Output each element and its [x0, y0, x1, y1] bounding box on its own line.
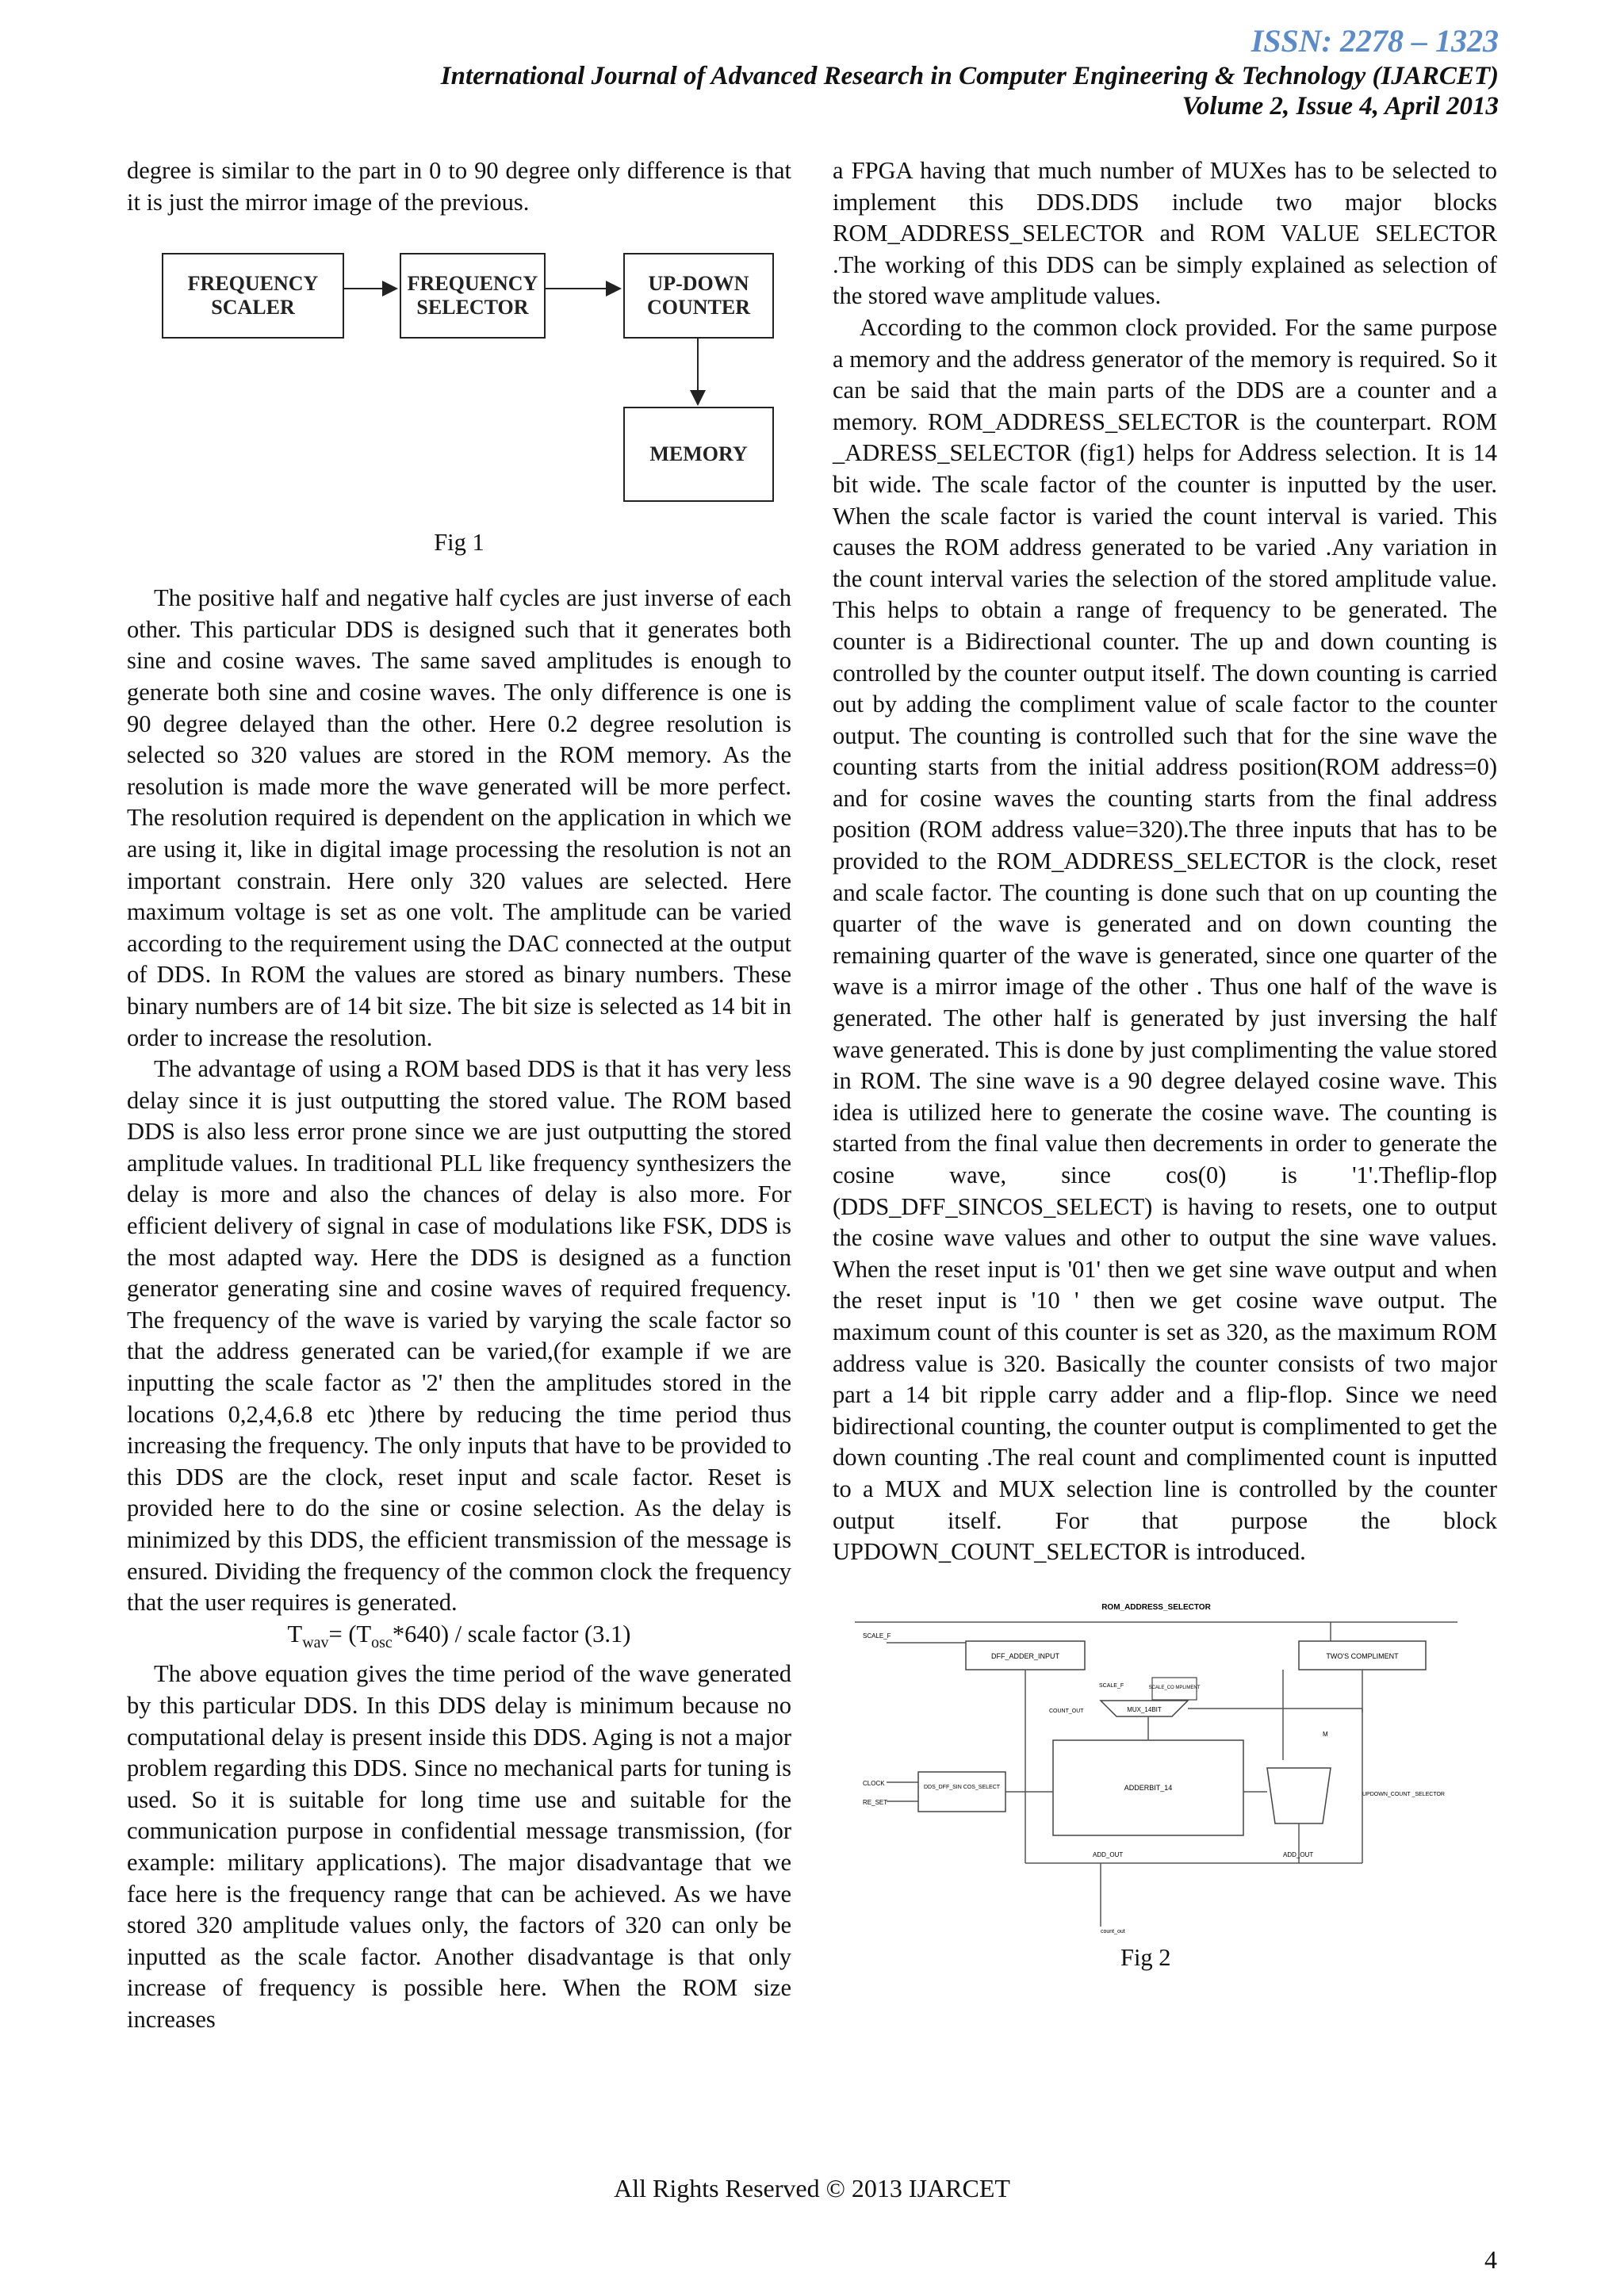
frequency-selector-block: FREQUENCY SELECTOR	[400, 253, 546, 339]
svg-text:SCALE_CO MPLIMENT: SCALE_CO MPLIMENT	[1148, 1685, 1201, 1690]
scale-f-label: SCALE_F	[863, 1632, 891, 1640]
svg-text:ADD_OUT: ADD_OUT	[1283, 1850, 1314, 1858]
updown-count-selector-mux	[1267, 1768, 1331, 1823]
paragraph: According to the common clock provided. For the same purpose a memory and the address generator of the memory is required. So it can be said that the main parts of the DDS are a counter and a memory. ROM_ADDRESS_SELECTOR is the counterpart. ROM _ADRESS_SELECTOR (fig1) helps for Address selection. It is 14 bit wide. The scale factor of the counter is inputted by the user. When the scale factor is varied the count interval is varied. This causes the ROM address generated to be varied .Any variation in the count interval varies the selection of the stored amplitude value. This helps to obtain a range of frequency to be generated. The counter is a Bidirectional counter. The up and down counting is controlled by the counter output itself. The down counting is carried out by adding the compliment value of scale factor to the counter output. The counting is controlled such that for the sine wave the counting starts from the initial address position(ROM address=0) and for cosine waves the counting starts from the final address position (ROM address value=320).The three inputs that has to be provided to the ROM_ADDRESS_SELECTOR is the clock, reset and scale factor. The counting is done such that on up counting the quarter of the wave is generated and on down counting the remaining quarter of the wave is generated, since one quarter of the wave is a mirror image of the other . Thus one half of the wave is generated. The other half is generated by just inversing the half wave generated. This is done by just complimenting the value stored in ROM. The sine wave is a 90 degree delayed cosine wave. This idea is utilized here to generate the cosine wave. The counting is started from the final value then decrements in order to generate the cosine wave, since cos(0) is '1'.Theflip-flop (DDS_DFF_SINCOS_SELECT) is having to resets, one to output the cosine wave values and other to output the sine wave values. When the reset input is '01' then we get sine wave output and when the reset input is '10 ' then we get cosine wave output. The maximum count of this counter is set as 320, as the maximum ROM address value is 320. Basically the counter consists of two major part a 14 bit ripple carry adder and a flip-flop. Since we need bidirectional counting, the counter output is complimented to get the down counting .The real count and complimented count is inputted to a MUX and MUX selection line is controlled by the counter output itself. For that purpose the block UPDOWN_COUNT_SELECTOR is introduced.	[833, 313, 1497, 1566]
paragraph: The positive half and negative half cycles are just inverse of each other. This particular DDS is designed such that it generates both sine and cosine waves. The same saved amplitudes is enough to generate both sine and cosine waves. The only difference is one is 90 degree delayed than the other. Here 0.2 degree resolution is selected so 320 values are stored in the ROM memory. As the resolution is made more the wave generated will be more perfect. The resolution required is dependent on the application in which we are using it, like in digital image processing the resolution is not an important constrain. Here only 320 values are selected. Here maximum voltage is set as one volt. The amplitude can be varied according to the requirement using the DAC connected at the output of DDS. In ROM the values are stored as binary numbers. These binary numbers are of 14 bit size. The bit size is selected as 14 bit in order to increase the resolution.	[127, 584, 791, 1051]
updown-counter-block: UP-DOWN COUNTER	[623, 253, 774, 339]
diagram-title: ROM_ADDRESS_SELECTOR	[1101, 1602, 1211, 1612]
issn: ISSN: 2278 – 1323	[1251, 23, 1499, 59]
dds-dff-sincos-select-block	[918, 1772, 1005, 1812]
svg-text:COUNT_OUT: COUNT_OUT	[1049, 1708, 1084, 1714]
svg-text:SCALE_F: SCALE_F	[1099, 1682, 1124, 1689]
svg-text:ADD_OUT: ADD_OUT	[1093, 1850, 1124, 1858]
svg-text:ADDERBIT_14: ADDERBIT_14	[1124, 1783, 1173, 1792]
frequency-scaler-block: FREQUENCY SCALER	[162, 253, 344, 339]
rom-address-selector-diagram	[855, 1601, 1473, 1934]
svg-text:RE_SET: RE_SET	[863, 1798, 888, 1806]
footer-rights: All Rights Reserved © 2013 IJARCET	[614, 2174, 1010, 2202]
paragraph: degree is similar to the part in 0 to 90 degree only difference is that it is just the mirror image of the previous.	[127, 157, 791, 216]
left-column	[127, 155, 791, 2036]
svg-text:DFF_ADDER_INPUT: DFF_ADDER_INPUT	[990, 1651, 1060, 1660]
svg-text:DDS_DFF_SIN COS_SELECT: DDS_DFF_SIN COS_SELECT	[923, 1784, 1001, 1790]
memory-block: MEMORY	[623, 407, 774, 502]
volume-info: Volume 2, Issue 4, April 2013	[1182, 92, 1499, 121]
equation: $T_{wav}= (T_{osc}*640)$ / scale factor (3.1)	[287, 1620, 631, 1651]
svg-text:CLOCK: CLOCK	[863, 1779, 885, 1787]
paragraph: The above equation gives the time period of the wave generated by this particular DDS. In this DDS delay is minimum because no computational delay is present inside this DDS. Aging is not a major problem regarding this DDS. Since no mechanical parts for tuning is used. So it is suitable for long time use and suitable for the communication purpose in confidential message transmission, (for example: military applications). The major disadvantage that we face here is the frequency range that can be achieved. As we have stored 320 amplitude values only, the factors of 320 can only be inputted as the scale factor. Another disadvantage is that only increase of frequency is possible here. When the ROM size increases	[127, 1660, 791, 2033]
paragraph: The advantage of using a ROM based DDS is that it has very less delay since it is just outputting the stored value. The ROM based DDS is also less error prone since we are just outputting the stored amplitude values. In traditional PLL like frequency synthesizers the delay is more and also the chances of delay is also more. For efficient delivery of signal in case of modulations like FSK, DDS is the most adapted way. Here the DDS is designed as a function generator generating sine and cosine waves of required frequency. The frequency of the wave is varied by varying the scale factor so that the address generated can be varied,(for example if we are inputting the scale factor as '2' then the amplitudes stored in the locations 0,2,4,6.8 etc )there by reducing the time period thus increasing the frequency. The only inputs that have to be provided to this DDS are the clock, reset input and scale factor. Reset is provided here to do the sine or cosine selection. As the delay is minimized by this DDS, the efficient transmission of the message is ensured. Dividing the frequency of the common clock the frequency that the user requires is generated.	[127, 1055, 791, 1617]
svg-text:TWO'S COMPLIMENT: TWO'S COMPLIMENT	[1326, 1651, 1399, 1660]
journal-title: International Journal of Advanced Research in Computer Engineering & Technology (IJARCET)	[440, 62, 1499, 90]
svg-text:UPDOWN_COUNT _SELECTOR: UPDOWN_COUNT _SELECTOR	[1362, 1791, 1445, 1797]
figure-2	[855, 1601, 1489, 1971]
svg-text:M: M	[1323, 1730, 1328, 1738]
figure-2-caption: Fig 2	[1120, 1943, 1171, 1971]
figure-1-caption: Fig 1	[434, 529, 485, 557]
svg-text:MUX_14BIT: MUX_14BIT	[1127, 1705, 1162, 1713]
right-column	[833, 155, 1497, 1971]
paragraph: a FPGA having that much number of MUXes has to be selected to implement this DDS.DDS include two major blocks ROM_ADDRESS_SELECTOR and ROM VALUE SELECTOR .The working of this DDS can be simply explained as selection of the stored wave amplitude values.	[833, 157, 1497, 310]
figure-1	[127, 251, 791, 568]
svg-text:count_out: count_out	[1101, 1928, 1125, 1934]
page-number: 4	[1484, 2245, 1497, 2274]
